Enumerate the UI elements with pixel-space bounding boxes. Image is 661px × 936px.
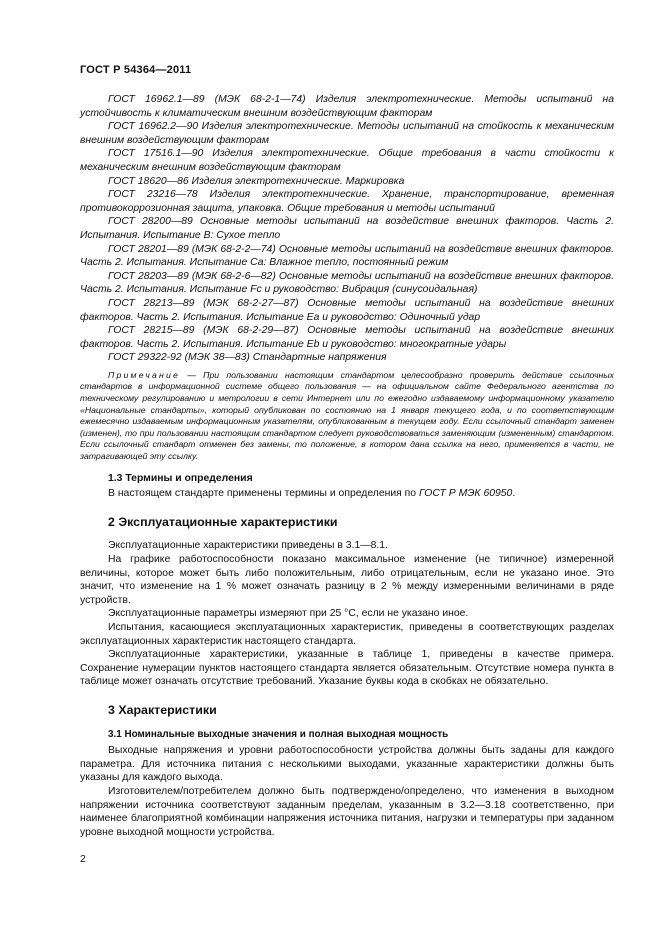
section-1-3-text (80, 487, 614, 501)
reference-item: ГОСТ 28203—89 (МЭК 68-2-6—82) Основные методы испытаний на воздействие внешних факторов. Часть 2. Испытания. Испытание Fc и руководство: Вибрация (синусоидальная) (80, 270, 614, 296)
section-2-paragraph: Эксплуатационные характеристики приведены в 3.1—8.1. (108, 540, 388, 552)
page-number: 2 (80, 854, 86, 865)
reference-note (80, 370, 614, 463)
note-text: — При пользовании настоящим стандартом целесообразно проверить действие ссылочных стандартов в информационной системе общего пользования — на официальном сайте Федерального агентства по техническому регулированию и метрологии в сети Интернет или по ежегодно издаваемому информационному указателю «Национальные стандарты», который опубликован по состоянию на 1 января текущего года, и по соответствующим ежемесячно издаваемым информационным указателям, опубликованным в текущем году. Если ссылочный стандарт заменен (изменен), то при пользовании настоящим стандартом следует руководствоваться заменяющим (измененным) стандартом. Если ссылочный стандарт отменен без замены, то положение, в котором дана ссылка на него, применяется в части, не затрагивающей эту ссылку. (80, 369, 614, 462)
text-segment: . (512, 488, 516, 500)
reference-item: ГОСТ 23216—78 Изделия электротехнические. Хранение, транспортирование, временная противокоррозионная защита, упаковка. Общие требования и методы испытаний (80, 189, 614, 214)
standard-reference: ГОСТ Р МЭК 60950 (418, 488, 513, 500)
normative-references-list (80, 93, 614, 365)
section-3-1-paragraph: Изготовителем/потребителем должно быть подтверждено/определено, что изменения в выходном напряжении источника соответствуют заданным пределам, указанным в 3.2—3.18 соответственно, при наименее благоприятной комбинации напряжения источника питания, нагрузки и температуры при заданном уровне выходной мощности устройства. (80, 785, 614, 838)
reference-item: ГОСТ 17516.1—90 Изделия электротехнические. Общие требования в части стойкости к механическим внешним воздействующим факторам (80, 148, 614, 173)
document-header: ГОСТ Р 54364—2011 (80, 64, 192, 76)
reference-item: ГОСТ 28201—89 (МЭК 68-2-2—74) Основные методы испытаний на воздействие внешних факторов. Часть 2. Испытания. Испытание Са: Влажное тепло, постоянный режим (80, 243, 614, 269)
reference-item: ГОСТ 16962.1—89 (МЭК 68-2-1—74) Изделия электротехнические. Методы испытаний на устойчивость к климатическим внешним воздействующим факторам (80, 94, 614, 119)
reference-item: ГОСТ 18620—86 Изделия электротехнические. Маркировка (108, 175, 405, 187)
section-2-paragraph: Эксплуатационные параметры измеряют при 25 °С, если не указано иное. (108, 608, 469, 620)
page-content (80, 93, 614, 839)
section-3-1-heading: 3.1 Номинальные выходные значения и полная выходная мощность (108, 728, 449, 740)
section-2-paragraph: Эксплуатационные характеристики, указанные в таблице 1, приведены в качестве примера. Сохранение нумерации пунктов настоящего стандарта является обязательным. Отсутствие номера пункта в таблице может означать отсутствие требований. Указание буквы кода в скобках не обязательно. (80, 649, 614, 688)
reference-item: ГОСТ 28200—89 Основные методы испытаний на воздействие внешних факторов. Часть 2. Испытания. Испытание В: Сухое тепло (80, 216, 614, 241)
section-2-heading: 2 Эксплуатационные характеристики (108, 514, 338, 529)
note-label: Примечание (108, 369, 181, 380)
reference-item: ГОСТ 28215—89 (МЭК 68-2-29—87) Основные методы испытаний на воздействие внешних факторов. Часть 2. Испытания. Испытание Eb и руководство: многократные удары (80, 325, 614, 350)
section-3-1-paragraph: Выходные напряжения и уровни работоспособности устройства должны быть заданы для каждого параметра. Для источника питания с несколькими выходами, указанные характеристики должны быть указаны для каждого выхода. (80, 745, 614, 784)
reference-item: ГОСТ 29322-92 (МЭК 38—83) Стандартные напряжения (108, 352, 387, 364)
reference-item: ГОСТ 28213—89 (МЭК 68-2-27—87) Основные методы испытаний на воздействие внешних факторов. Часть 2. Испытания. Испытание Еа и руководство: Одиночный удар (80, 297, 614, 323)
reference-item: ГОСТ 16962.2—90 Изделия электротехнические. Методы испытаний на стойкость к механическим внешним воздействующим факторам (80, 121, 614, 146)
section-2-paragraph: На графике работоспособности показано максимальное изменение (не типичное) измеренной величины, которое может быть либо положительным, либо отрицательным, если не указано иное. Это значит, что изменение на 1 % может означать разницу в 2 % между измеренными величинами в ряде устройств. (80, 554, 614, 606)
text-segment: В настоящем стандарте применены термины и определения по (108, 488, 419, 500)
section-2-paragraph: Испытания, касающиеся эксплуатационных характеристик, приведены в соответствующих разделах эксплуатационных характеристик настоящего стандарта. (80, 621, 614, 647)
section-1-3-heading: 1.3 Термины и определения (108, 472, 253, 484)
section-3-heading: 3 Характеристики (108, 702, 217, 717)
